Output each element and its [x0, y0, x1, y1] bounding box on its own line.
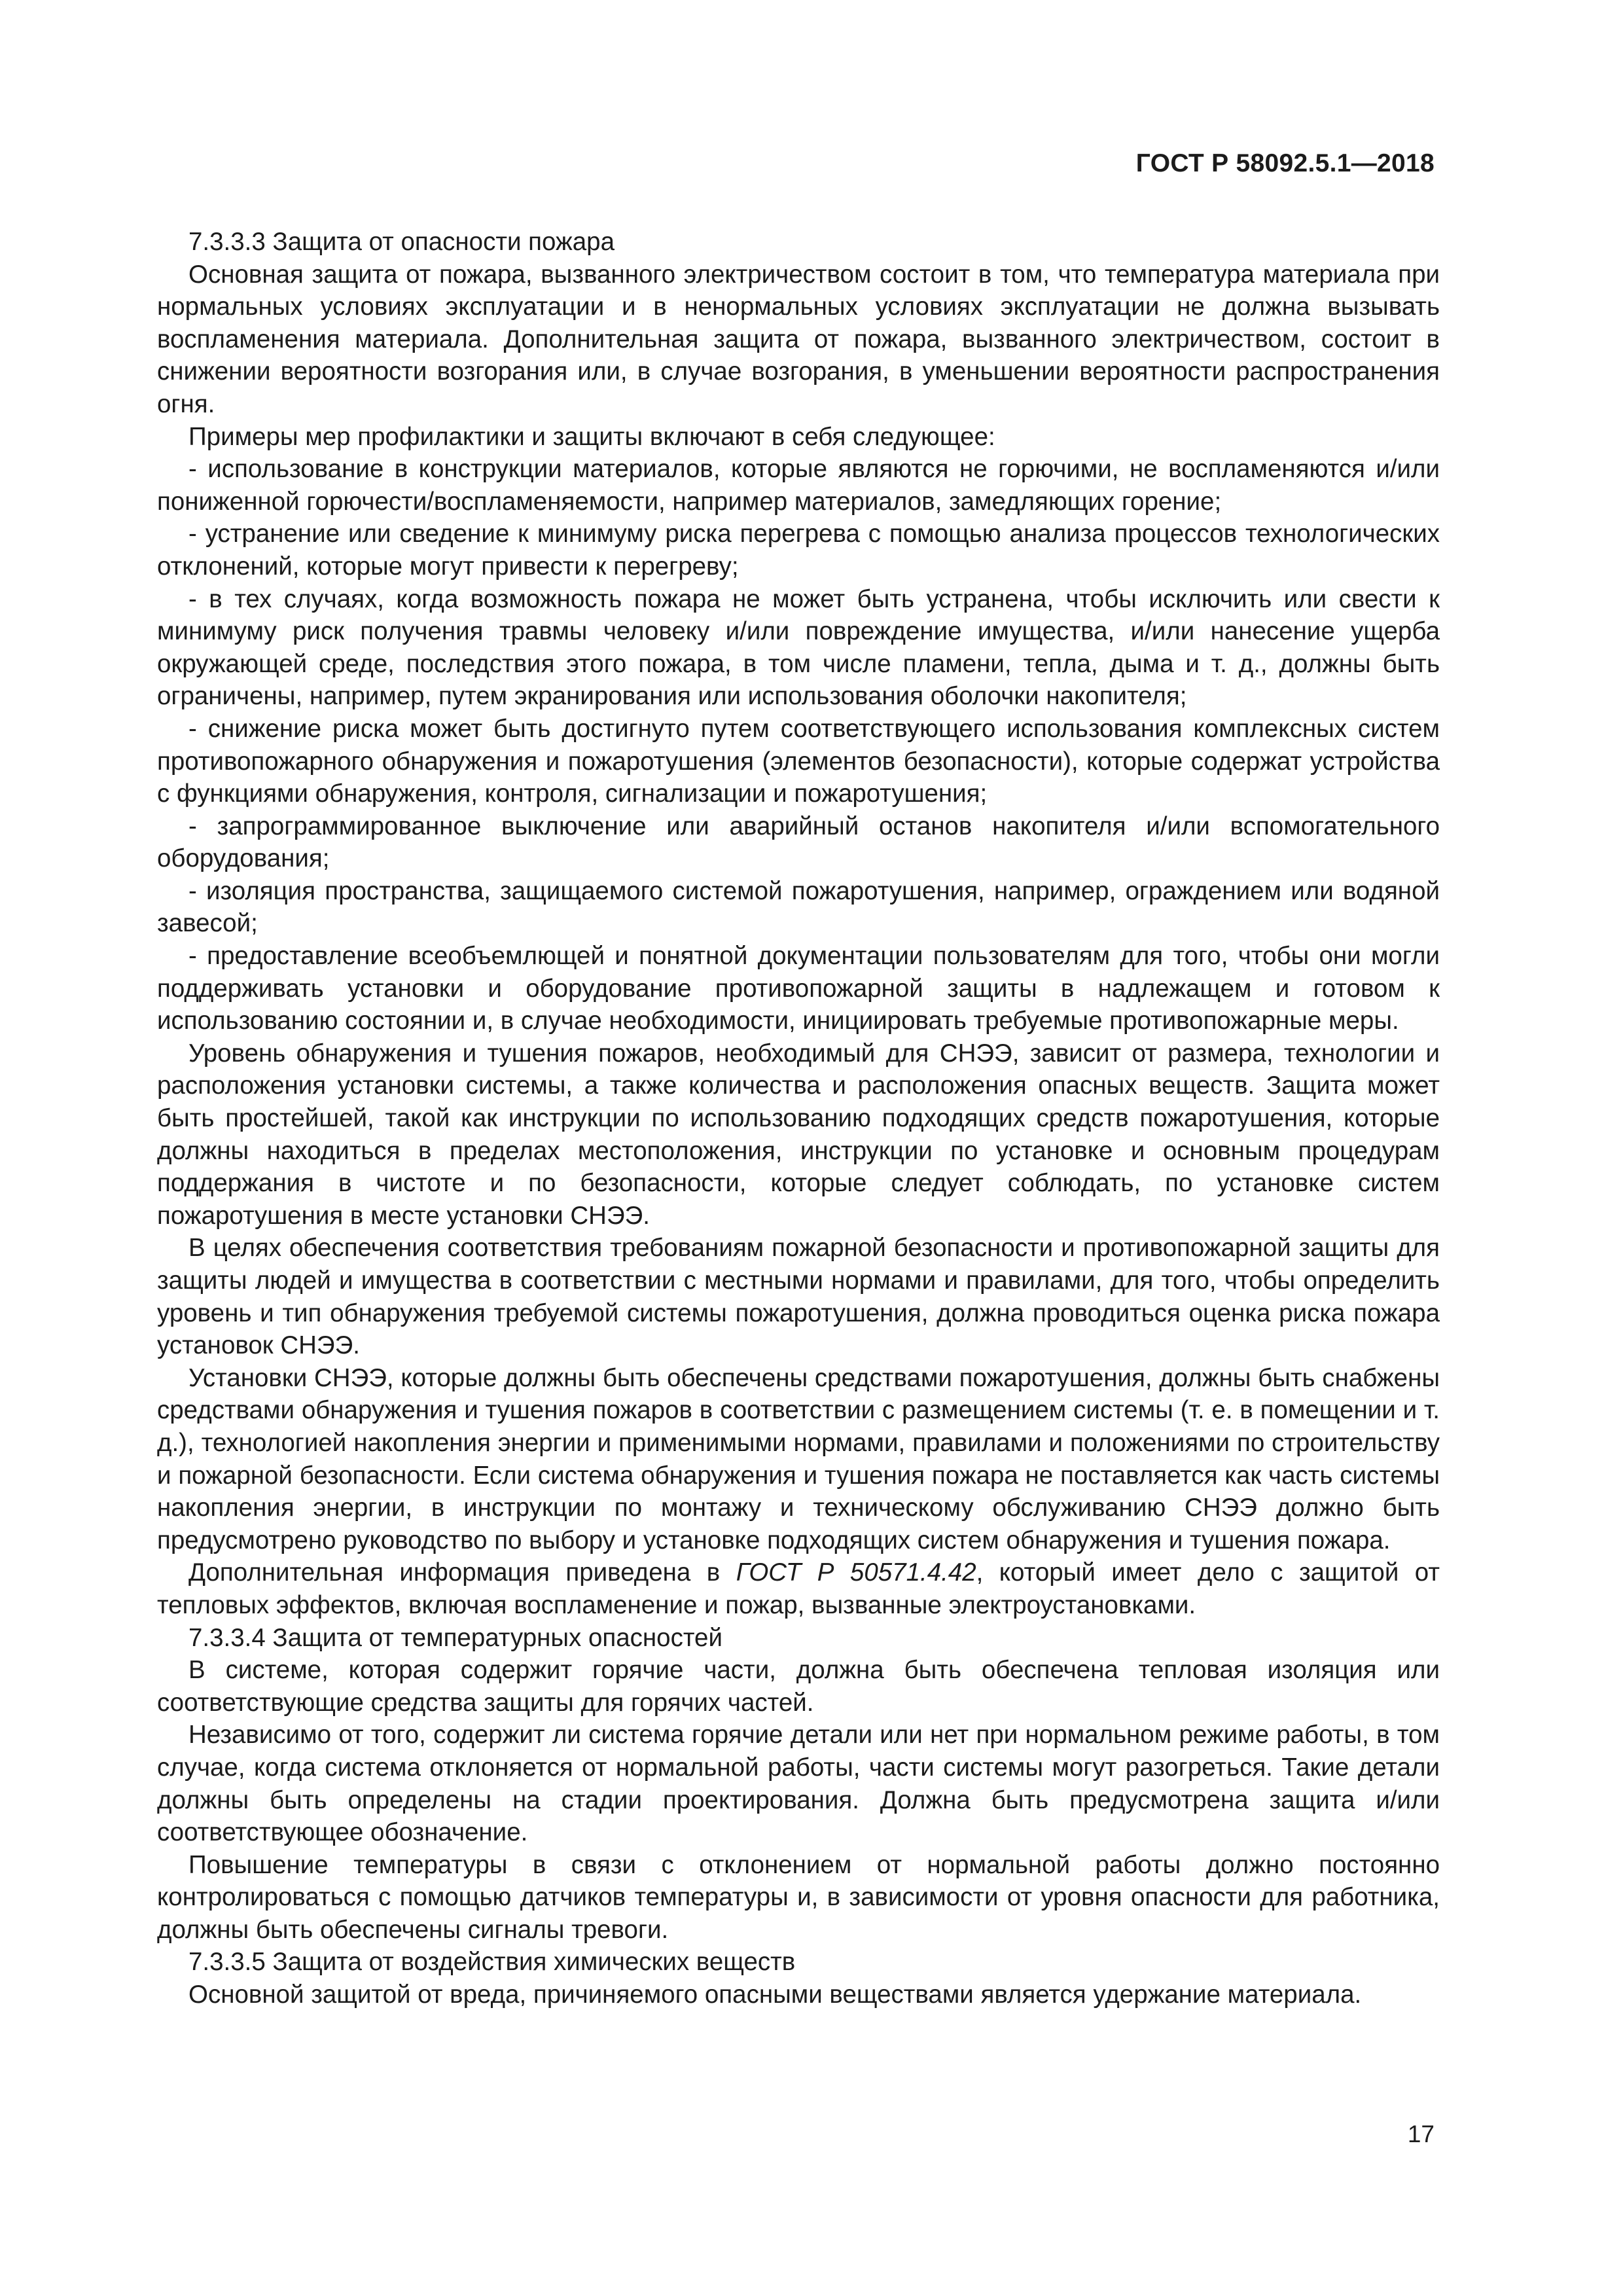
section-heading-7-3-3-3: 7.3.3.3 Защита от опасности пожара: [188, 228, 615, 256]
section-heading-7-3-3-4: 7.3.3.4 Защита от температурных опасностей: [188, 1623, 722, 1652]
list-item: - снижение риска может быть достигнуто путем соответствующего использования комплексных систем противопожарного обнаружения и пожаротушения (элементов безопасности), которые содержат устройства с функциями обнаружения, контроля, сигнализации и пожаротушения;: [157, 714, 1440, 808]
paragraph: Основной защитой от вреда, причиняемого опасными веществами является удержание материала.: [188, 1981, 1362, 2009]
standard-reference-link: ГОСТ Р 50571.4.42: [736, 1558, 976, 1587]
list-item: - использование в конструкции материалов, которые являются не горючими, не воспламеняются и/или пониженной горючести/воспламеняемости, например материалов, замедляющих горение;: [157, 455, 1440, 516]
paragraph: В целях обеспечения соответствия требованиям пожарной безопасности и противопожарной защиты для защиты людей и имущества в соответствии с местными нормами и правилами, для того, чтобы определить уровень и тип обнаружения требуемой системы пожаротушения, должна проводиться оценка риска пожара установок СНЭЭ.: [157, 1234, 1440, 1360]
list-item: - в тех случаях, когда возможность пожара не может быть устранена, чтобы исключить или свести к минимуму риск получения травмы человеку и/или повреждение имущества, и/или нанесение ущерба окружающей среде, последствия этого пожара, в том числе пламени, тепла, дыма и т. д., должны быть ограничены, например, путем экранирования или использования оболочки накопителя;: [157, 584, 1440, 711]
list-item: - изоляция пространства, защищаемого системой пожаротушения, например, ограждением или водяной завесой;: [157, 876, 1440, 938]
paragraph: Основная защита от пожара, вызванного электричеством состоит в том, что температура материала при нормальных условиях эксплуатации и в ненормальных условиях эксплуатации не должна вызывать воспламенения материала. Дополнительная защита от пожара, вызванного электричеством, состоит в снижении вероятности возгорания или, в случае возгорания, в уменьшении вероятности распространения огня.: [157, 260, 1440, 418]
list-item: - устранение или сведение к минимуму риска перегрева с помощью анализа процессов технологических отклонений, которые могут привести к перегреву;: [157, 520, 1440, 581]
page-number: 17: [1407, 2121, 1435, 2147]
document-standard-code: ГОСТ Р 58092.5.1—2018: [1135, 149, 1435, 177]
paragraph: Дополнительная информация приведена в ГОСТ Р 50571.4.42, который имеет дело с защитой от тепловых эффектов, включая воспламенение и пожар, вызванные электроустановками.: [157, 1558, 1440, 1619]
section-heading-7-3-3-5: 7.3.3.5 Защита от воздействия химических веществ: [188, 1948, 796, 1977]
list-item: - предоставление всеобъемлющей и понятной документации пользователям для того, чтобы они могли поддерживать установки и оборудование противопожарной защиты в надлежащем и готовом к использованию состоянии и, в случае необходимости, инициировать требуемые противопожарные меры.: [157, 942, 1440, 1035]
paragraph: В системе, которая содержит горячие части, должна быть обеспечена тепловая изоляция или соответствующие средства защиты для горячих частей.: [157, 1656, 1440, 1717]
paragraph: Уровень обнаружения и тушения пожаров, необходимый для СНЭЭ, зависит от размера, технологии и расположения установки системы, а также количества и расположения опасных веществ. Защита может быть простейшей, такой как инструкции по использованию подходящих средств пожаротушения, которые должны находиться в пределах местоположения, инструкции по установке и основным процедурам поддержания в чистоте и по безопасности, которые следует соблюдать, по установке систем пожаротушения в месте установки СНЭЭ.: [157, 1039, 1440, 1230]
paragraph: Повышение температуры в связи с отклонением от нормальной работы должно постоянно контролироваться с помощью датчиков температуры и, в зависимости от уровня опасности для работника, должны быть обеспечены сигналы тревоги.: [157, 1850, 1440, 1944]
paragraph: Независимо от того, содержит ли система горячие детали или нет при нормальном режиме работы, в том случае, когда система отклоняется от нормальной работы, части системы могут разогреться. Такие детали должны быть определены на стадии проектирования. Должна быть предусмотрена защита и/или соответствующее обозначение.: [157, 1721, 1440, 1847]
list-item: - запрограммированное выключение или аварийный останов накопителя и/или вспомогательного оборудования;: [157, 812, 1440, 873]
paragraph: Примеры мер профилактики и защиты включают в себя следующее:: [188, 422, 995, 451]
document-body: [157, 226, 1440, 2011]
paragraph: Установки СНЭЭ, которые должны быть обеспечены средствами пожаротушения, должны быть снабжены средствами обнаружения и тушения пожаров в соответствии с размещением системы (т. е. в помещении и т. д.), технологией накопления энергии и применимыми нормами, правилами и положениями по строительству и пожарной безопасности. Если система обнаружения и тушения пожара не поставляется как часть системы накопления энергии, в инструкции по монтажу и техническому обслуживанию СНЭЭ должно быть предусмотрено руководство по выбору и установке подходящих систем обнаружения и тушения пожара.: [157, 1363, 1440, 1554]
